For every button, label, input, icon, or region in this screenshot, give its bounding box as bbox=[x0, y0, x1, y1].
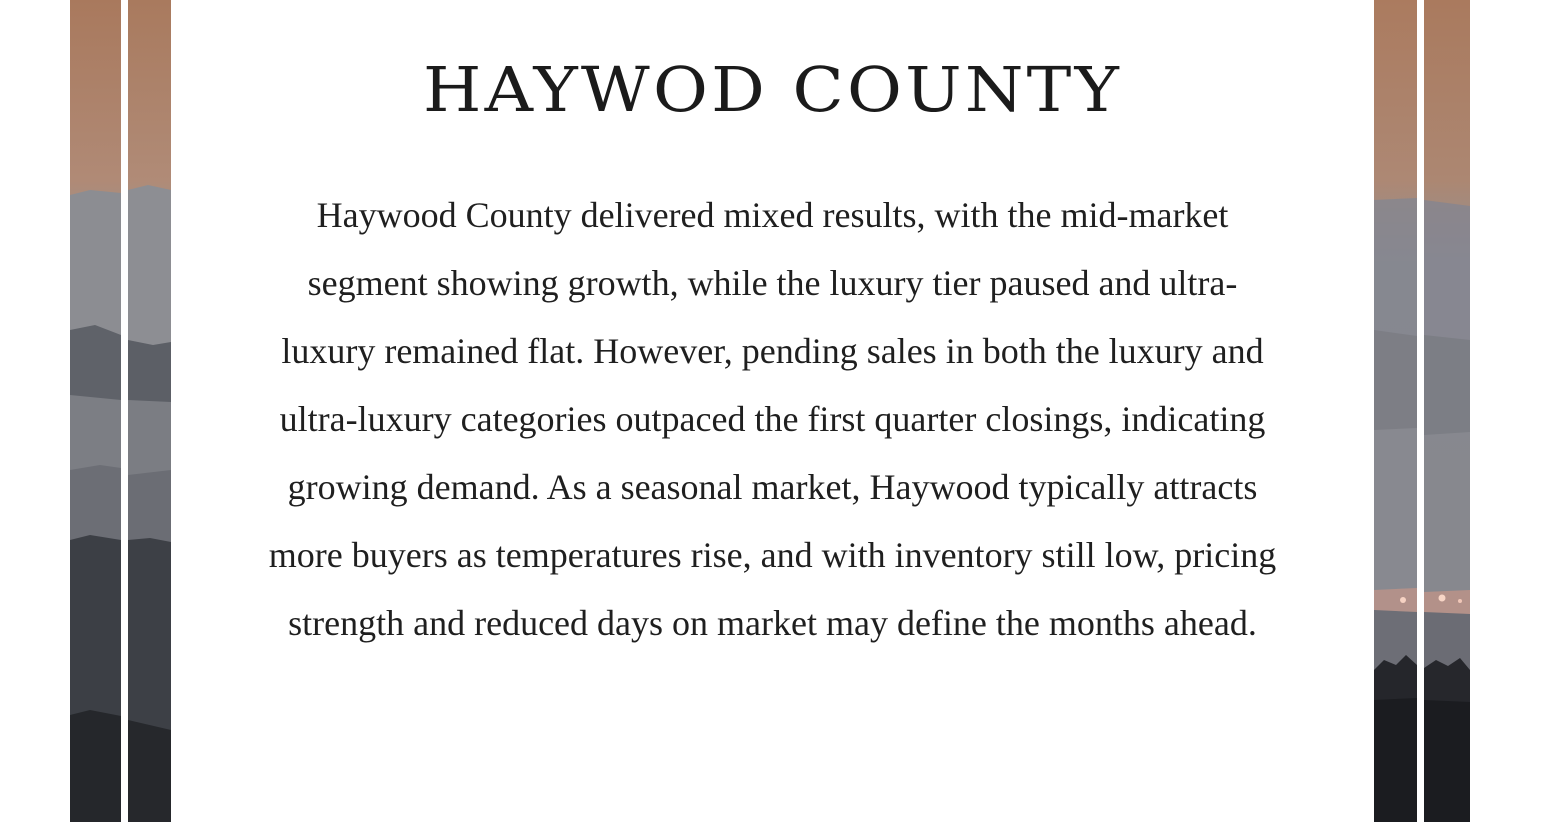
page-title: HAYWOD COUNTY bbox=[422, 53, 1123, 126]
description-paragraph: Haywood County delivered mixed results, with the mid-market segment showing growth, while the luxury tier paused and ultra-luxury remained flat. However, pending sales in both the luxury and ultra-luxury categories outpaced the first quarter closings, indicating growing demand. As a seasonal market, Haywood typically attracts more buyers as temperatures rise, and with inventory still low, pricing strength and reduced days on market may define the months ahead. bbox=[268, 195, 1277, 643]
